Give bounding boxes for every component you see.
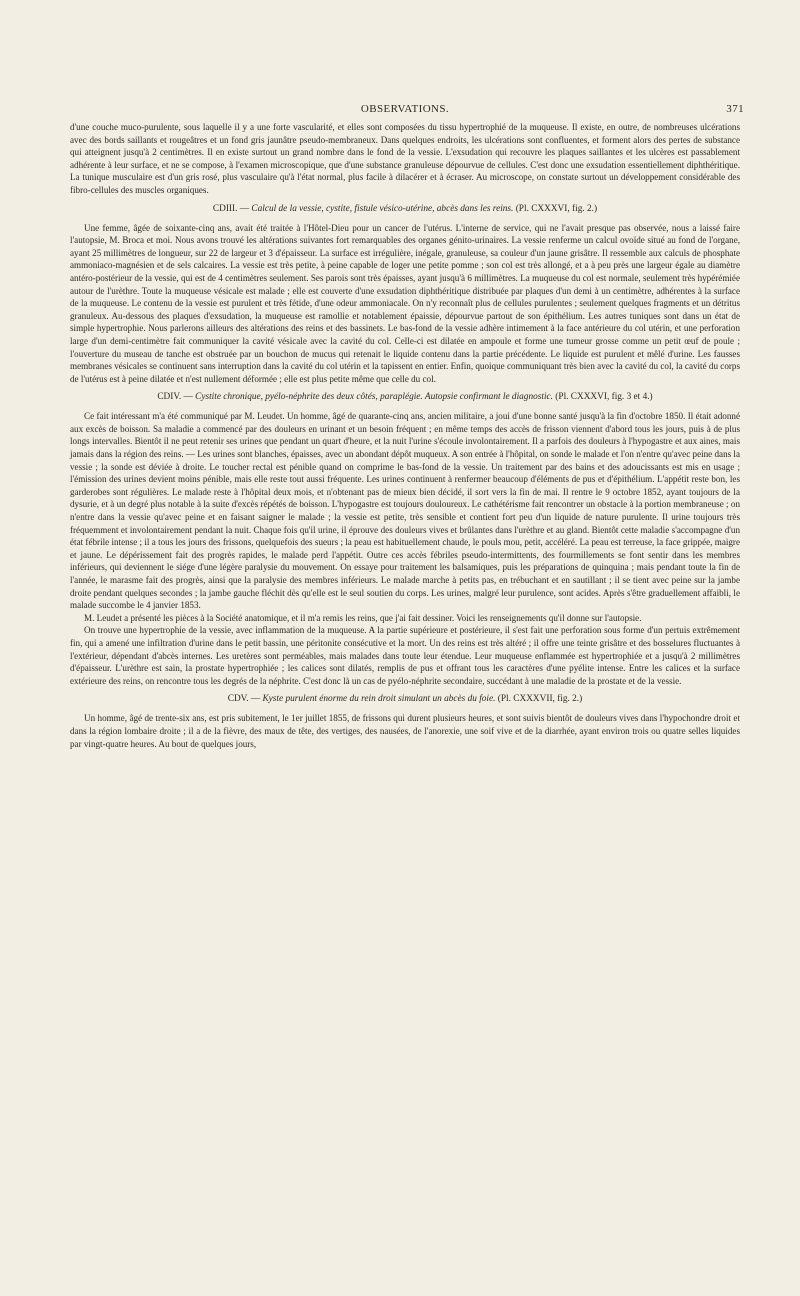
heading-number: CDIII. —	[212, 203, 252, 214]
heading-plate-ref: (Pl. CXXXVII, fig. 2.)	[495, 694, 583, 705]
heading-plate-ref: (Pl. CXXXVI, fig. 2.)	[513, 203, 598, 214]
running-header	[70, 103, 744, 119]
heading-plate-ref: (Pl. CXXXVI, fig. 3 et 4.)	[552, 392, 653, 403]
paragraph: Un homme, âgé de trente-six ans, est pris subitement, le 1er juillet 1855, de frissons qui durent plusieurs heures, et sont suivis bientôt de douleurs vives dans l'hypochondre droit et dans la région lombaire droite ; il a de la fièvre, des maux de tête, des vertiges, des nausées, de l'anorexie, une soif vive et de la diarrhée, ayant environ trois ou quatre selles liquides par vingt-quatre heures. Au bout de quelques jours,	[70, 713, 740, 749]
paragraph: Ce fait intéressant m'a été communiqué par M. Leudet. Un homme, âgé de quarante-cinq ans, ancien militaire, a joui d'une bonne santé jusqu'à la fin d'octobre 1850. Il était adonné aux excès de boisson. Sa maladie a commencé par des douleurs en urinant et un besoin fréquent ; en même temps des accès de frisson viennent d'abord tous les jours, puis à de plus longs intervalles. Bientôt il ne peut retenir ses urines que pendant un quart d'heure, et la nuit l'urine s'écoule involontairement. Il a parfois des douleurs à l'hypogastre et aux aines, mais jamais dans la région des reins. — Les urines sont blanches, épaisses, avec un abondant dépôt muqueux. A son entrée à l'hôpital, on sonde le malade et l'on n'entre qu'avec peine dans la vessie ; la sonde est déviée à droite. Le toucher rectal est pénible quand on comprime le bas-fond de la vessie. Un traitement par des bains et des adoucissants est mis en usage ; l'émission des urines devient moins pénible, mais elle reste tout aussi fréquente. Les urines continuent à renfermer beaucoup d'éléments de pus et d'épithélium. L'appétit reste bon, les garderobes sont régulières. Le malade reste à l'hôpital deux mois, et n'obtenant pas de mieux bien décidé, il sort vers la fin de mai. Il rentre le 9 octobre 1852, ayant toujours de la dysurie, et à un degré plus notable à la suite d'excès répétés de boisson. L'hypogastre est toujours douloureux. Le cathétérisme fait rencontrer un obstacle à la portion membraneuse ; on n'entre dans la vessie qu'avec peine et en faisant saigner le malade ; la vessie est petite, très sensible et contient fort peu d'un liquide de nature purulente. Il urine toujours très fréquemment et involontairement pendant la nuit. Chaque fois qu'il urine, il éprouve des douleurs vives et brûlantes dans l'urèthre et au gland. Bientôt cette maladie s'accompagne d'un état fébrile intense ; il a tous les jours des frissons, quelquefois des sueurs ; la peau est habituellement chaude, le pouls mou, petit, accéléré. La peau est terreuse, la face grippée, maigre et jaune. Le dépérissement fait des progrès rapides, le malade perd l'appétit. Outre ces accès fébriles pseudo-intermittents, des fourmillements se font sentir dans les membres inférieurs, qui deviennent le siége d'une légère paralysie du mouvement. On essaye pour traitement les balsamiques, puis les préparations de quinquina ; mais pendant toute la fin de l'année, le marasme fait des progrès, ainsi que la paralysie des membres inférieurs. Le malade marche à petits pas, en trébuchant et en sautillant ; il se tient avec peine sur la jambe droite pendant quelques secondes ; la jambe gauche fléchit dès qu'elle est le seul soutien du corps. Les urines, malgré leur purulence, sont acides. Après s'être graduellement affaibli, le malade succombe le 4 janvier 1853.	[70, 411, 740, 611]
paragraph: Une femme, âgée de soixante-cinq ans, avait été traitée à l'Hôtel-Dieu pour un cancer de l'utérus. L'interne de service, qui ne l'avait presque pas observée, nous a laissé faire l'autopsie, M. Broca et moi. Nous avons trouvé les altérations suivantes fort remarquables des organes génito-urinaires. La vessie renferme un calcul ovoïde situé au fond de l'organe, ayant 25 millimètres de longueur, sur 22 de largeur et 3 d'épaisseur. La surface est irrégulière, inégale, granuleuse, sa couleur d'un jaune grisâtre. Il ressemble aux calculs de phosphate ammoniaco-magnésien et de sels calcaires. La vessie est très petite, à peine capable de loger une petite pomme ; son col est très allongé, et a à peu près une largeur égale au diamètre antéro-postérieur de la vessie, qui est de 4 centimètres seulement. Ses parois sont très épaisses, ayant jusqu'à 6 millimètres. La muqueuse du col est normale, seulement très hypérémiée autour de l'urèthre. Toute la muqueuse vésicale est malade ; elle est couverte d'une exsudation diphthéritique distribuée par plaques d'un demi à un centimètre, adhérentes à la surface de la muqueuse. Le contenu de la vessie est purulent et très fétide, d'une odeur ammoniacale. On n'y reconnaît plus de cellules purulentes ; seulement quelques fragments et un détritus granuleux. Au-dessous des plaques d'exsudation, la muqueuse est ramollie et notablement épaissie, dépourvue partout de son épithélium. Les autres tuniques sont dans un état de simple hypertrophie. Nous parlerons ailleurs des altérations des reins et des bassinets. Le bas-fond de la vessie adhère intimement à la face antérieure du col utérin, et une perforation large d'un demi-centimètre fait communiquer la cavité vésicale avec la cavité du col. Celle-ci est dilatée en ampoule et forme une tumeur grosse comme un petit œuf de poule ; l'ouverture du museau de tanche est obstruée par un bouchon de mucus qui retenait le liquide contenu dans la partie précédente. Le liquide est purulent et mêlé d'urine. Les fausses membranes vésicales se continuent sans interruption dans la cavité du col utérin et la tapissent en entier. Enfin, quoique communiquant très bien avec la cavité du col, la cavité du corps de l'utérus est à peine dilatée et n'est nullement déformée ; elle est plus petite même que celle du col.	[70, 222, 740, 384]
heading-title: Calcul de la vessie, cystite, fistule vésico-utérine, abcès dans les reins.	[251, 203, 514, 214]
observation-heading-cdv	[70, 693, 740, 705]
heading-number: CDIV. —	[157, 392, 196, 403]
body-text	[70, 121, 740, 750]
observation-heading-cdiv	[70, 391, 740, 403]
heading-number: CDV. —	[227, 694, 263, 705]
paragraph: d'une couche muco-purulente, sous laquelle il y a une forte vascularité, et elles sont composées du tissu hypertrophié de la muqueuse. Il existe, en outre, de nombreuses ulcérations avec des bords saillants et rougeâtres et un fond gris jaunâtre pseudo-membraneux. Dans quelques endroits, les ulcérations sont confluentes, et forment alors des pertes de substance qui atteignent jusqu'à 2 centimètres. Il en existe surtout un grand nombre dans le fond de la vessie. L'exsudation qui recouvre les plaques saillantes et les ulcères est passablement adhérente à leur surface, et ne se compose, à l'examen microscopique, que d'une substance granuleuse dépourvue de cellules. C'est donc une exsudation essentiellement diphthéritique. La tunique musculaire est d'un gris rosé, plus vasculaire qu'à l'état normal, plus facile à dilacérer et à écraser. Au microscope, on constate surtout un développement considérable des fibro-cellules des muscles organiques.	[70, 122, 740, 195]
running-title: OBSERVATIONS.	[360, 103, 450, 115]
heading-title: Kyste purulent énorme du rein droit simulant un abcès du foie.	[262, 694, 496, 705]
paragraph: M. Leudet a présenté les pièces à la Société anatomique, et il m'a remis les reins, que j'ai fait dessiner. Voici les renseignements qu'il donne sur l'autopsie.	[84, 612, 642, 623]
paragraph: On trouve une hypertrophie de la vessie, avec inflammation de la muqueuse. A la partie supérieure et postérieure, il s'est fait une perforation sous forme d'un pertuis extrêmement fin, qui a amené une infiltration d'urine dans le petit bassin, une péritonite consécutive et la mort. Un des reins est très altéré ; il offre une teinte grisâtre et des bosselures fluctuantes à l'extérieur, dépendant d'abcès internes. Les uretères sont perméables, mais malades dans toute leur étendue. Leur muqueuse enflammée est hypertrophiée et a jusqu'à 2 millimètres d'épaisseur. L'urèthre est sain, la prostate hypertrophiée ; les calices sont dilatés, remplis de pus et offrant tous les caractères d'une pyélite intense. Entre les calices et la surface extérieure des reins, on rencontre tous les degrés de la néphrite. C'est donc là un cas de pyélo-néphrite secondaire, succédant à une maladie de la prostate et de la vessie.	[70, 625, 740, 686]
observation-heading-cdiii	[70, 203, 740, 215]
page-number: 371	[726, 103, 744, 115]
heading-title: Cystite chronique, pyélo-néphrite des deux côtés, paraplégie. Autopsie confirmant le diagnostic.	[195, 392, 553, 403]
